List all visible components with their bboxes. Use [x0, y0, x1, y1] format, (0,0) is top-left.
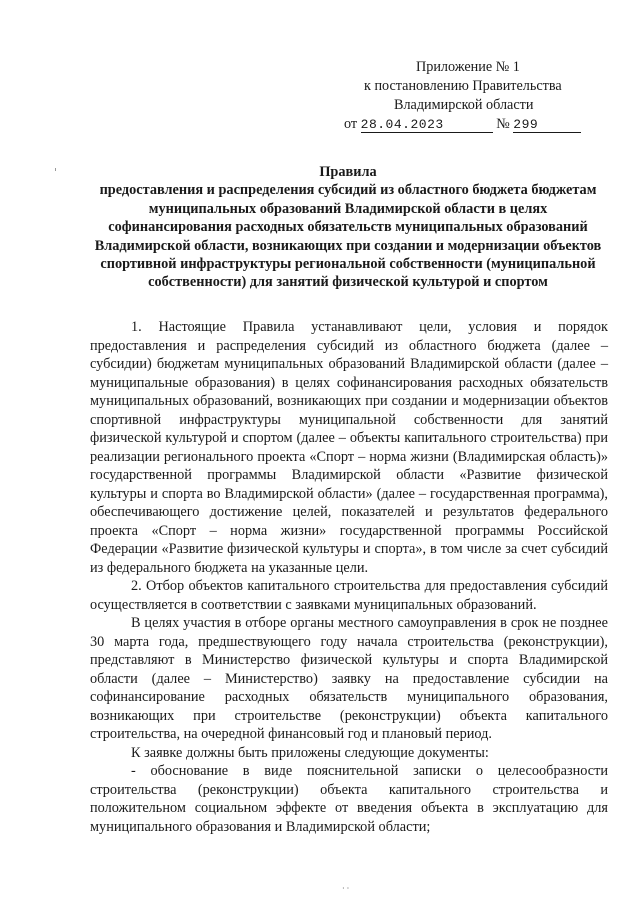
paragraph-2: 2. Отбор объектов капитального строительства для предоставления субсидий осуществляется в соответствии с заявками муниципальных образований.: [90, 578, 608, 613]
attachment-number: Приложение № 1: [416, 59, 520, 75]
title-heading: Правила: [319, 164, 377, 180]
scan-artifact: [55, 168, 56, 171]
resolution-number: 299: [513, 117, 581, 133]
attachment-region: Владимирской области: [394, 97, 534, 113]
footer-mark: · ·: [342, 884, 350, 893]
paragraph-4: К заявке должны быть приложены следующие документы:: [131, 744, 489, 761]
title-text: предоставления и распределения субсидий из областного бюджета бюджетам муниципальных образований Владимирской области в целях софинансирования расходных обязательств муниципальных образований Владимирской области, возникающих при создании и модернизации объектов спортивной инфраструктуры региональной собственности (муниципальной собственности) для занятий физической культурой и спортом: [94, 182, 602, 291]
attachment-header: [340, 58, 602, 134]
document-body: [90, 318, 608, 836]
attachment-date-line: [340, 115, 602, 134]
resolution-date: 28.04.2023: [361, 117, 493, 133]
paragraph-3: В целях участия в отборе органы местного самоуправления в срок не позднее 30 марта года, предшествующего году начала строительства (реконструкции), представляют в Министерство физической культуры и спорта Владимирской области (далее – Министерство) заявку на предоставление субсидии на софинансирование расходных обязательств муниципального образования, возникающих при строительстве (реконструкции) объекта капитального строительства, на очередной финансовый год и плановый период.: [90, 615, 608, 742]
document-title: [88, 163, 608, 292]
number-prefix: №: [496, 116, 510, 132]
paragraph-1: 1. Настоящие Правила устанавливают цели, условия и порядок предоставления и распределения субсидий из областного бюджета (далее – субсидии) бюджетам муниципальных образований Владимирской области (далее – муниципальные образования) в целях софинансирования расходных обязательств муниципальных образований, возникающих при создании и модернизации объектов спортивной инфраструктуры муниципальной собственности для занятий физической культурой и спортом (далее – объекты капитального строительства) при реализации регионального проекта «Спорт – норма жизни (Владимирская область)» государственной программы Владимирской области «Развитие физической культуры и спорта во Владимирской области» (далее – государственная программа), обеспечивающего достижение целей, показателей и результатов федерального проекта «Спорт – норма жизни» государственной программы Российской Федерации «Развитие физической культуры и спорта», в том числе за счет субсидий из федерального бюджета на указанные цели.: [90, 319, 608, 576]
paragraph-5: - обоснование в виде пояснительной записки о целесообразности строительства (реконструкции) объекта капитального строительства и положительном социальном эффекте от введения объекта в эксплуатацию для муниципального образования и Владимирской области;: [90, 763, 608, 835]
date-prefix: от: [344, 116, 358, 132]
attachment-resolution-ref: к постановлению Правительства: [364, 78, 562, 94]
